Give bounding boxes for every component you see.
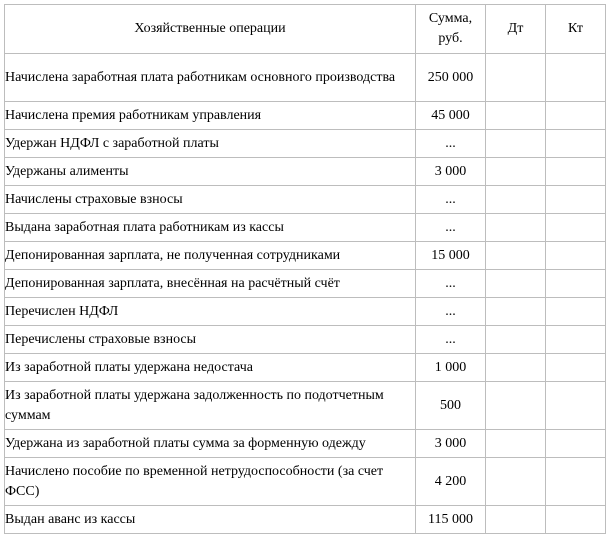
sum-cell: 500 — [416, 382, 486, 430]
sum-cell: 3 000 — [416, 158, 486, 186]
operation-cell: Выдана заработная плата работникам из кассы — [5, 214, 416, 242]
debit-cell — [486, 186, 546, 214]
credit-cell — [546, 298, 606, 326]
operation-cell: Начислено пособие по временной нетрудоспособности (за счет ФСС) — [5, 458, 416, 506]
debit-cell — [486, 298, 546, 326]
credit-cell — [546, 270, 606, 298]
table-row — [5, 54, 606, 102]
debit-cell — [486, 158, 546, 186]
sum-cell: ... — [416, 298, 486, 326]
sum-cell: ... — [416, 270, 486, 298]
debit-cell — [486, 214, 546, 242]
table-row — [5, 326, 606, 354]
credit-cell — [546, 214, 606, 242]
sum-cell: ... — [416, 214, 486, 242]
sum-cell: 250 000 — [416, 54, 486, 102]
table-row — [5, 102, 606, 130]
table-body — [5, 54, 606, 534]
table-row — [5, 354, 606, 382]
table-row — [5, 506, 606, 534]
table-row — [5, 186, 606, 214]
table-row — [5, 298, 606, 326]
sum-cell: 15 000 — [416, 242, 486, 270]
debit-cell — [486, 506, 546, 534]
sum-cell: ... — [416, 186, 486, 214]
table-row — [5, 270, 606, 298]
table-row — [5, 214, 606, 242]
debit-cell — [486, 354, 546, 382]
debit-cell — [486, 430, 546, 458]
table-row — [5, 430, 606, 458]
table-row — [5, 458, 606, 506]
credit-cell — [546, 354, 606, 382]
operation-cell: Удержаны алименты — [5, 158, 416, 186]
credit-cell — [546, 458, 606, 506]
header-sum — [416, 5, 486, 54]
debit-cell — [486, 130, 546, 158]
header-sum-line2: руб. — [438, 31, 463, 46]
credit-cell — [546, 326, 606, 354]
operation-cell: Депонированная зарплата, не полученная сотрудниками — [5, 242, 416, 270]
operation-cell: Выдан аванс из кассы — [5, 506, 416, 534]
debit-cell — [486, 270, 546, 298]
sum-cell: 4 200 — [416, 458, 486, 506]
debit-cell — [486, 102, 546, 130]
operations-table — [4, 4, 606, 534]
debit-cell — [486, 326, 546, 354]
header-sum-line1: Сумма, — [428, 11, 473, 26]
debit-cell — [486, 382, 546, 430]
operation-cell: Начислены страховые взносы — [5, 186, 416, 214]
table-header — [5, 5, 606, 54]
credit-cell — [546, 102, 606, 130]
sum-cell: 115 000 — [416, 506, 486, 534]
header-operation: Хозяйственные операции — [5, 5, 416, 54]
operation-cell: Депонированная зарплата, внесённая на расчётный счёт — [5, 270, 416, 298]
sum-cell: ... — [416, 326, 486, 354]
header-row — [5, 5, 606, 54]
sum-cell: 3 000 — [416, 430, 486, 458]
table-row — [5, 130, 606, 158]
operation-cell: Перечислен НДФЛ — [5, 298, 416, 326]
sum-cell: 1 000 — [416, 354, 486, 382]
operation-cell: Удержан НДФЛ с заработной платы — [5, 130, 416, 158]
operation-cell: Перечислены страховые взносы — [5, 326, 416, 354]
credit-cell — [546, 382, 606, 430]
sum-cell: 45 000 — [416, 102, 486, 130]
sum-cell: ... — [416, 130, 486, 158]
debit-cell — [486, 54, 546, 102]
operation-cell: Из заработной платы удержана недостача — [5, 354, 416, 382]
credit-cell — [546, 242, 606, 270]
table-row — [5, 242, 606, 270]
table-row — [5, 158, 606, 186]
table-row — [5, 382, 606, 430]
credit-cell — [546, 130, 606, 158]
operation-cell: Из заработной платы удержана задолженность по подотчетным суммам — [5, 382, 416, 430]
operation-cell: Начислена премия работникам управления — [5, 102, 416, 130]
debit-cell — [486, 242, 546, 270]
operation-cell: Начислена заработная плата работникам основного производства — [5, 54, 416, 102]
header-debit: Дт — [486, 5, 546, 54]
credit-cell — [546, 430, 606, 458]
credit-cell — [546, 506, 606, 534]
credit-cell — [546, 186, 606, 214]
credit-cell — [546, 158, 606, 186]
header-credit: Кт — [546, 5, 606, 54]
credit-cell — [546, 54, 606, 102]
operation-cell: Удержана из заработной платы сумма за форменную одежду — [5, 430, 416, 458]
debit-cell — [486, 458, 546, 506]
